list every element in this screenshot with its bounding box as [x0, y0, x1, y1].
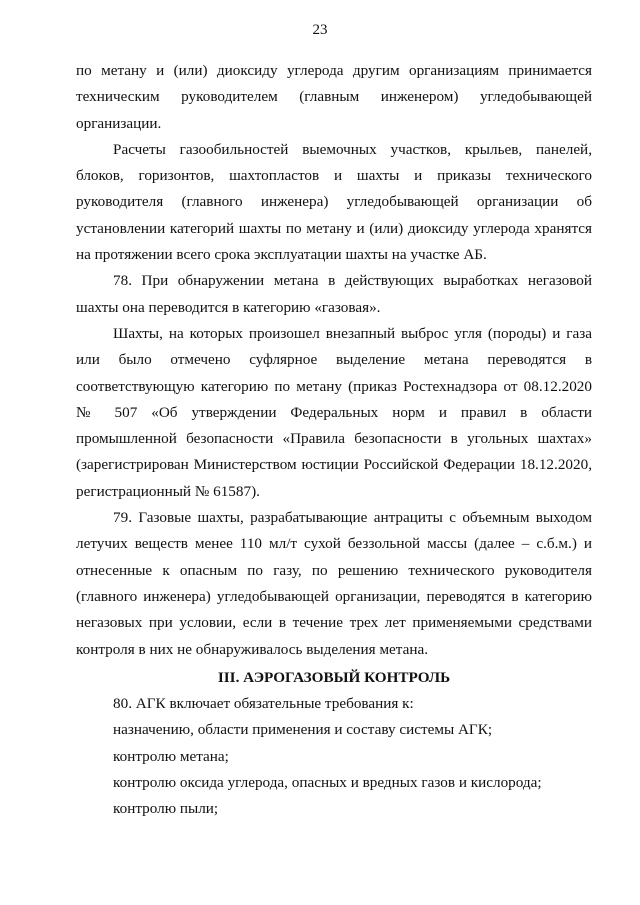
paragraph-calculations: Расчеты газообильностей выемочных участков, крыльев, панелей, блоков, горизонтов, шахтопластов и шахты и приказы технического руководителя (главного инженера) угледобывающей организации об установлении категорий шахты по метану и (или) диоксиду углерода хранятся на протяжении всего срока эксплуатации шахты на участке АБ.	[76, 140, 592, 264]
list-item: контролю оксида углерода, опасных и вредных газов и кислорода;	[113, 774, 542, 792]
paragraph-outburst-mines: Шахты, на которых произошел внезапный выброс угля (породы) и газа или было отмечено суфлярное выделение метана переводятся в соответствующую категорию по метану (приказ Ростехнадзора от 08.12.2020 № 507 «Об утверждении Федеральных норм и правил в области промышленной безопасности «Правила безопасности в угольных шахтах» (зарегистрирован Министерством юстиции Российской Федерации 18.12.2020, регистрационный № 61587).	[76, 324, 592, 500]
paragraph-continuation: по метану и (или) диоксиду углерода другим организациям принимается техническим руководителем (главным инженером) угледобывающей организации.	[76, 62, 592, 132]
list-item: контролю метана;	[113, 747, 229, 765]
page-number: 23	[312, 22, 328, 38]
list-item: контролю пыли;	[113, 800, 219, 818]
section-heading: III. АЭРОГАЗОВЫЙ КОНТРОЛЬ	[217, 668, 451, 686]
item-80: 80. АГК включает обязательные требования к:	[113, 695, 414, 713]
paragraph-78: 78. При обнаружении метана в действующих выработках негазовой шахты она переводится в категорию «газовая».	[76, 272, 592, 316]
document-body	[76, 58, 592, 823]
paragraph-79: 79. Газовые шахты, разрабатывающие антрациты с объемным выходом летучих веществ менее 110 мл/т сухой беззольной массы (далее – с.б.м.) и отнесенные к опасным по газу, по решению технического руководителя (главного инженера) угледобывающей организации, переводятся в категорию негазовых при условии, если в течение трех лет применяемыми средствами контроля в них не обнаруживалось выделения метана.	[76, 509, 592, 658]
list-item: назначению, области применения и составу системы АГК;	[113, 721, 493, 739]
